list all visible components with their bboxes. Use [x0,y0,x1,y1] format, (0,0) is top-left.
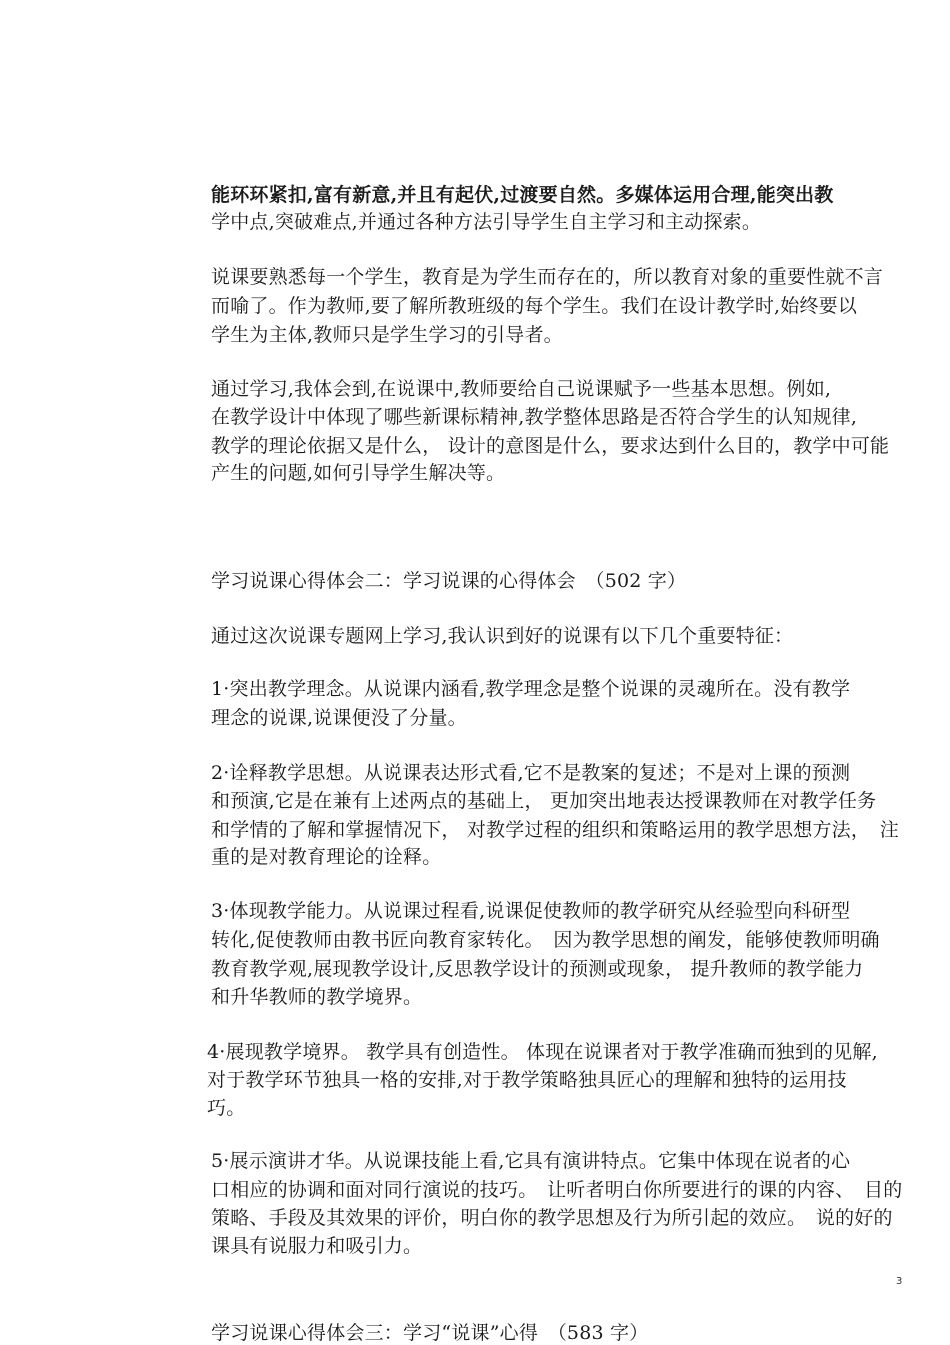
text-line: 策略、手段及其效果的评价，明白你的教学思想及行为所引起的效应。 说的好的 [211,1207,893,1229]
text-line: 和升华教师的教学境界。 [211,986,423,1008]
text-line: 口相应的协调和面对同行演说的技巧。 让听者明白你所要进行的课的内容、 目的 [211,1179,903,1201]
section-heading: 学习说课心得体会二：学习说课的心得体会 （502 字） [211,570,687,592]
text-line: 和预演,它是在兼有上述两点的基础上， 更加突出地表达授课教师在对教学任务 [211,790,877,812]
text-line: 2·诠释教学思想。从说课表达形式看,它不是教案的复述；不是对上课的预测 [211,762,851,784]
text-line: 转化,促使教师由教书匠向教育家转化。 因为教学思想的阐发，能够使教师明确 [211,929,880,951]
text-line: 教育教学观,展现教学设计,反思教学设计的预测或现象， 提升教师的教学能力 [211,958,864,980]
text-line: 1·突出教学理念。从说课内涵看,教学理念是整个说课的灵魂所在。没有教学 [211,678,851,700]
text-line: 理念的说课,说课便没了分量。 [211,707,467,729]
text-line: 重的是对教育理论的诠释。 [211,846,442,868]
text-line: 4·展现教学境界。 教学具有创造性。 体现在说课者对于教学准确而独到的见解, [207,1041,878,1063]
text-line: 5·展示演讲才华。从说课技能上看,它具有演讲特点。它集中体现在说者的心 [211,1150,851,1172]
text-line: 在教学设计中体现了哪些新课标精神,教学整体思路是否符合学生的认知规律, [211,406,858,428]
text-line: 巧。 [207,1097,246,1119]
text-line: 学中点,突破难点,并通过各种方法引导学生自主学习和主动探索。 [211,211,762,233]
text-line: 课具有说服力和吸引力。 [211,1235,423,1257]
text-line: 产生的问题,如何引导学生解决等。 [211,462,506,484]
text-line: 说课要熟悉每一个学生，教育是为学生而存在的，所以教育对象的重要性就不言 [211,266,884,288]
text-line: 教学的理论依据又是什么， 设计的意图是什么，要求达到什么目的，教学中可能 [211,435,890,457]
text-line: 和学情的了解和掌握情况下， 对教学过程的组织和策略运用的教学思想方法， 注 [211,819,899,841]
text-line: 而喻了。作为教师,要了解所教班级的每个学生。我们在设计教学时,始终要以 [211,295,858,317]
text-line: 3·体现教学能力。从说课过程看,说课促使教师的教学研究从经验型向科研型 [211,900,851,922]
text-line: 通过学习,我体会到,在说课中,教师要给自己说课赋予一些基本思想。例如, [211,378,832,400]
text-line: 学生为主体,教师只是学生学习的引导者。 [211,324,563,346]
text-line: 通过这次说课专题网上学习,我认识到好的说课有以下几个重要特征： [211,625,794,647]
page-number: 3 [896,1276,903,1287]
section-heading: 学习说课心得体会三：学习“说课”心得 （583 字） [211,1322,649,1344]
text-line: 能环环紧扣,富有新意,并且有起伏,过渡要自然。多媒体运用合理,能突出教 [211,184,834,206]
text-line: 对于教学环节独具一格的安排,对于教学策略独具匠心的理解和独特的运用技 [207,1069,847,1091]
